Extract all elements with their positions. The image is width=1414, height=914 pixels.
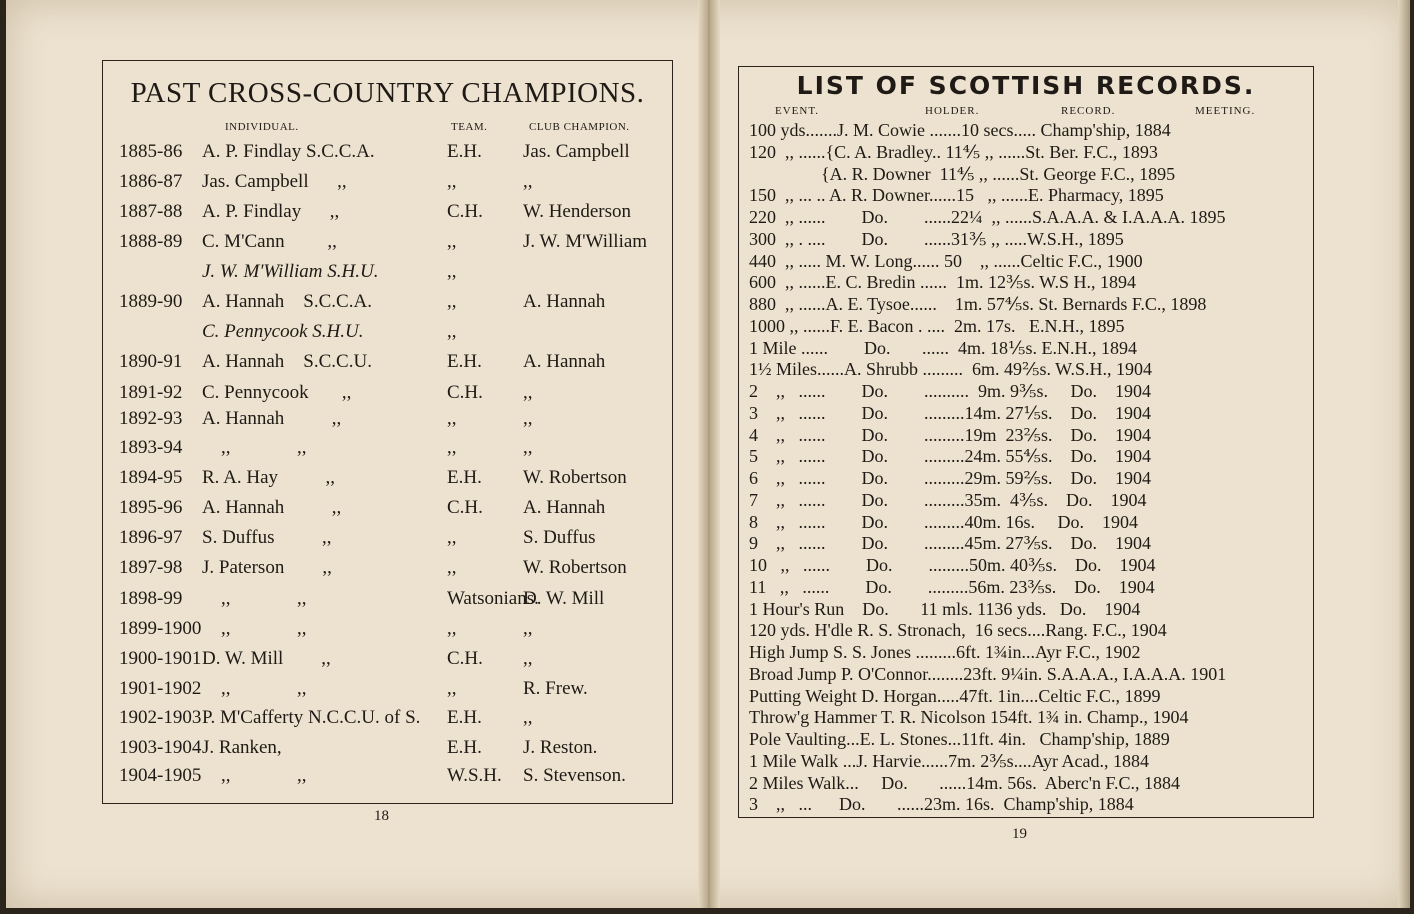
record-row: 1 Hour's Run Do. 11 mls. 1136 yds. Do. 1904 bbox=[749, 598, 1141, 619]
season-cell: 1904-1905 bbox=[119, 765, 202, 786]
book-gutter bbox=[698, 0, 720, 908]
individual-cell: A. Hannah ,, bbox=[202, 497, 342, 518]
team-cell: E.H. bbox=[447, 141, 482, 162]
club-champion-cell: J. Reston. bbox=[523, 737, 598, 758]
header-club-champion: CLUB CHAMPION. bbox=[529, 121, 630, 133]
club-champion-cell: S. Stevenson. bbox=[523, 765, 626, 786]
record-row: 3 ,, ...... Do. .........14m. 27⅕s. Do. 1904 bbox=[749, 402, 1151, 423]
team-cell: W.S.H. bbox=[447, 765, 502, 786]
season-cell: 1890-91 bbox=[119, 351, 183, 372]
record-row: 1 Mile ...... Do. ...... 4m. 18⅕s. E.N.H., 1894 bbox=[749, 337, 1137, 358]
individual-cell: Jas. Campbell ,, bbox=[202, 171, 347, 192]
header-team: TEAM. bbox=[451, 121, 488, 133]
individual-cell: A. P. Findlay S.C.C.A. bbox=[202, 141, 375, 162]
individual-cell: A. P. Findlay ,, bbox=[202, 201, 340, 222]
team-cell: ,, bbox=[447, 527, 457, 548]
team-cell: C.H. bbox=[447, 201, 483, 222]
team-cell: ,, bbox=[447, 678, 457, 699]
team-cell: ,, bbox=[447, 261, 457, 282]
team-cell: C.H. bbox=[447, 648, 483, 669]
record-row: 220 ,, ...... Do. ......22¼ ,, ......S.A.A.A. & I.A.A.A. 1895 bbox=[749, 207, 1226, 227]
club-champion-cell: ,, bbox=[523, 382, 533, 403]
team-cell: C.H. bbox=[447, 497, 483, 518]
individual-cell: J. Paterson ,, bbox=[202, 557, 332, 578]
team-cell: ,, bbox=[447, 291, 457, 312]
club-champion-cell: ,, bbox=[523, 707, 533, 728]
club-champion-cell: ,, bbox=[523, 408, 533, 429]
team-cell: ,, bbox=[447, 171, 457, 192]
individual-cell: ,, ,, bbox=[202, 618, 307, 639]
header-individual: INDIVIDUAL. bbox=[225, 121, 299, 133]
record-row: 4 ,, ...... Do. .........19m 23⅖s. Do. 1904 bbox=[749, 424, 1151, 445]
season-cell: 1897-98 bbox=[119, 557, 183, 578]
individual-cell: C. Pennycook S.H.U. bbox=[202, 321, 364, 342]
left-page-title: PAST CROSS-COUNTRY CHAMPIONS. bbox=[130, 77, 645, 109]
individual-cell: A. Hannah S.C.C.U. bbox=[202, 351, 372, 372]
record-row: 100 yds.......J. M. Cowie .......10 secs..... Champ'ship, 1884 bbox=[749, 120, 1171, 140]
record-row: 2 Miles Walk... Do. ......14m. 56s. Aberc'n F.C., 1884 bbox=[749, 772, 1181, 793]
cross-country-champions-table bbox=[102, 60, 673, 804]
season-cell: 1901-1902 bbox=[119, 678, 202, 699]
individual-cell: J. W. M'William S.H.U. bbox=[202, 261, 379, 282]
club-champion-cell: ,, bbox=[523, 618, 533, 639]
club-champion-cell: W. Robertson bbox=[523, 467, 627, 488]
record-row: 7 ,, ...... Do. .........35m. 4⅗s. Do. 1904 bbox=[749, 489, 1147, 510]
record-row: 2 ,, ...... Do. .......... 9m. 9⅗s. Do. 1904 bbox=[749, 381, 1151, 401]
season-cell: 1893-94 bbox=[119, 437, 183, 458]
record-row: 440 ,, ..... M. W. Long...... 50 ,, ......Celtic F.C., 1900 bbox=[749, 250, 1143, 271]
club-champion-cell: A. Hannah bbox=[523, 497, 606, 518]
season-cell: 1885-86 bbox=[119, 141, 183, 162]
season-cell: 1891-92 bbox=[119, 382, 183, 403]
club-champion-cell: ,, bbox=[523, 648, 533, 669]
team-cell: ,, bbox=[447, 437, 457, 458]
club-champion-cell: W. Robertson bbox=[523, 557, 627, 578]
record-row: 8 ,, ...... Do. .........40m. 16s. Do. 1904 bbox=[749, 511, 1139, 532]
record-row: Broad Jump P. O'Connor........23ft. 9¼in. S.A.A.A., I.A.A.A. 1901 bbox=[749, 663, 1227, 684]
team-cell: E.H. bbox=[447, 707, 482, 728]
book-spread bbox=[6, 0, 1410, 908]
season-cell: 1899-1900 bbox=[119, 618, 202, 639]
season-cell: 1889-90 bbox=[119, 291, 183, 312]
season-cell: 1887-88 bbox=[119, 201, 183, 222]
club-champion-cell: D. W. Mill bbox=[523, 588, 605, 609]
team-cell: ,, bbox=[447, 557, 457, 578]
club-champion-cell: A. Hannah bbox=[523, 291, 606, 312]
club-champion-cell: R. Frew. bbox=[523, 678, 588, 699]
record-row: 9 ,, ...... Do. .........45m. 27⅗s. Do. 1904 bbox=[749, 533, 1151, 554]
season-cell: 1896-97 bbox=[119, 527, 183, 548]
record-row: 150 ,, ... .. A. R. Downer......15 ,, ......E. Pharmacy, 1895 bbox=[749, 185, 1164, 206]
record-row: Throw'g Hammer T. R. Nicolson 154ft. 1¾ in. Champ., 1904 bbox=[749, 707, 1189, 728]
scottish-records-table bbox=[738, 66, 1314, 818]
team-cell: E.H. bbox=[447, 737, 482, 758]
record-row: 600 ,, ......E. C. Bredin ...... 1m. 12⅗s. W.S H., 1894 bbox=[749, 272, 1136, 293]
team-cell: C.H. bbox=[447, 382, 483, 403]
header-holder: HOLDER. bbox=[925, 105, 980, 117]
right-page-number: 19 bbox=[1012, 826, 1027, 842]
individual-cell: C. Pennycook ,, bbox=[202, 382, 352, 403]
club-champion-cell: ,, bbox=[523, 171, 533, 192]
season-cell: 1900-1901 bbox=[119, 648, 202, 669]
header-record: RECORD. bbox=[1061, 105, 1116, 117]
header-meeting: MEETING. bbox=[1195, 105, 1256, 117]
club-champion-cell: W. Henderson bbox=[523, 201, 631, 222]
left-page-number: 18 bbox=[374, 808, 389, 824]
season-cell: 1892-93 bbox=[119, 408, 183, 429]
club-champion-cell: J. W. M'William bbox=[523, 231, 648, 252]
record-row: 5 ,, ...... Do. .........24m. 55⅘s. Do. 1904 bbox=[749, 446, 1151, 467]
club-champion-cell: ,, bbox=[523, 437, 533, 458]
team-cell: E.H. bbox=[447, 467, 482, 488]
record-row: 6 ,, ...... Do. .........29m. 59⅖s. Do. 1904 bbox=[749, 468, 1151, 488]
record-row: 10 ,, ...... Do. .........50m. 40⅗s. Do. 1904 bbox=[749, 555, 1156, 575]
right-page-title: LIST OF SCOTTISH RECORDS. bbox=[796, 71, 1256, 100]
record-row: {A. R. Downer 11⅘ ,, ......St. George F.C., 1895 bbox=[749, 163, 1176, 184]
individual-cell: ,, ,, bbox=[202, 588, 307, 609]
record-row: High Jump S. S. Jones .........6ft. 1¾in...Ayr F.C., 1902 bbox=[749, 642, 1141, 662]
record-row: 120 yds. H'dle R. S. Stronach, 16 secs....Rang. F.C., 1904 bbox=[749, 620, 1167, 641]
record-row: 880 ,, ......A. E. Tysoe...... 1m. 57⅘s. St. Bernards F.C., 1898 bbox=[749, 294, 1207, 314]
season-cell: 1895-96 bbox=[119, 497, 183, 518]
individual-cell: ,, ,, bbox=[202, 678, 307, 699]
individual-cell: A. Hannah ,, bbox=[202, 408, 342, 429]
individual-cell: ,, ,, bbox=[202, 437, 307, 458]
team-cell: ,, bbox=[447, 231, 457, 252]
season-cell: 1894-95 bbox=[119, 467, 183, 488]
page-edge bbox=[1398, 0, 1410, 908]
club-champion-cell: Jas. Campbell bbox=[523, 141, 630, 162]
record-row: 1000 ,, ......F. E. Bacon . .... 2m. 17s. E.N.H., 1895 bbox=[749, 315, 1125, 336]
record-row: Putting Weight D. Horgan.....47ft. 1in....Celtic F.C., 1899 bbox=[749, 685, 1161, 706]
individual-cell: P. M'Cafferty N.C.C.U. of S. bbox=[202, 707, 421, 728]
header-event: EVENT. bbox=[775, 105, 819, 117]
team-cell: ,, bbox=[447, 408, 457, 429]
individual-cell: C. M'Cann ,, bbox=[202, 231, 337, 252]
individual-cell: A. Hannah S.C.C.A. bbox=[202, 291, 372, 312]
record-row: 11 ,, ...... Do. .........56m. 23⅗s. Do. 1904 bbox=[749, 576, 1155, 597]
season-cell: 1902-1903 bbox=[119, 707, 202, 728]
individual-cell: ,, ,, bbox=[202, 765, 307, 786]
team-cell: ,, bbox=[447, 321, 457, 342]
team-cell: Watsonians. bbox=[447, 588, 539, 609]
individual-cell: R. A. Hay ,, bbox=[202, 467, 335, 488]
individual-cell: S. Duffus ,, bbox=[202, 527, 332, 548]
record-row: Pole Vaulting...E. L. Stones...11ft. 4in. Champ'ship, 1889 bbox=[749, 729, 1170, 749]
record-row: 120 ,, ......{C. A. Bradley.. 11⅘ ,, ......St. Ber. F.C., 1893 bbox=[749, 141, 1158, 162]
record-row: 1 Mile Walk ...J. Harvie......7m. 2⅗s....Ayr Acad., 1884 bbox=[749, 750, 1149, 771]
record-row: 300 ,, . .... Do. ......31⅗ ,, .....W.S.H., 1895 bbox=[749, 228, 1124, 249]
individual-cell: J. Ranken, bbox=[202, 737, 282, 758]
individual-cell: D. W. Mill ,, bbox=[202, 648, 331, 669]
record-row: 1½ Miles......A. Shrubb ......... 6m. 49⅖s. W.S.H., 1904 bbox=[749, 359, 1152, 380]
season-cell: 1898-99 bbox=[119, 588, 183, 609]
season-cell: 1903-1904 bbox=[119, 737, 202, 758]
team-cell: ,, bbox=[447, 618, 457, 639]
club-champion-cell: S. Duffus bbox=[523, 527, 596, 548]
season-cell: 1886-87 bbox=[119, 171, 183, 192]
record-row: 3 ,, ... Do. ......23m. 16s. Champ'ship, 1884 bbox=[749, 794, 1134, 815]
team-cell: E.H. bbox=[447, 351, 482, 372]
season-cell: 1888-89 bbox=[119, 231, 183, 252]
club-champion-cell: A. Hannah bbox=[523, 351, 606, 372]
